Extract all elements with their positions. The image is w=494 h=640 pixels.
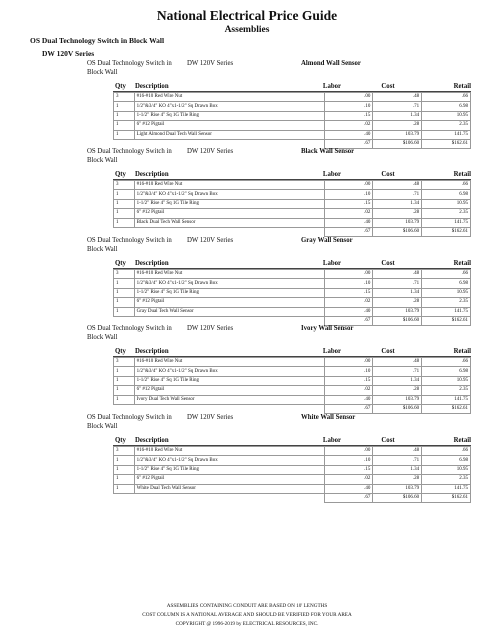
column-header-labor: Labor <box>322 83 342 90</box>
cell-retail: 10.95 <box>422 288 471 297</box>
table-row <box>114 358 471 367</box>
cell-labor: .10 <box>324 456 373 465</box>
cell-qty: 1 <box>114 130 135 139</box>
assembly-series: DW 120V Series <box>187 148 234 155</box>
cell-cost: 103.79 <box>373 484 422 493</box>
cell-retail: 6.98 <box>422 190 471 199</box>
cell-desc: Ivory Dual Tech Wall Sensor <box>134 395 324 404</box>
assembly-item: Almond Wall Sensor <box>301 60 361 67</box>
cell-retail: 10.95 <box>422 111 471 120</box>
column-header-description: Description <box>135 260 169 267</box>
assembly-block <box>87 237 471 327</box>
cell-desc: 1-1/2" Rise 4" Sq 1G Tile Ring <box>134 288 324 297</box>
total-retail: $162.61 <box>422 139 471 148</box>
assembly-series: DW 120V Series <box>187 237 234 244</box>
total-row <box>114 404 471 413</box>
cell-qty: 1 <box>114 199 135 208</box>
cell-retail: .66 <box>422 270 471 279</box>
column-header-qty: Qty <box>115 348 126 355</box>
subcategory-heading: DW 120V Series <box>42 49 95 58</box>
cell-retail: 6.98 <box>422 279 471 288</box>
cell-qty: 1 <box>114 111 135 120</box>
total-row <box>114 493 471 502</box>
cell-labor: .15 <box>324 111 373 120</box>
cell-qty: 1 <box>114 376 135 385</box>
table-row <box>114 386 471 395</box>
cell-cost: .48 <box>373 93 422 102</box>
cell-labor: .00 <box>324 270 373 279</box>
cell-desc: 6" #12 Pigtail <box>134 209 324 218</box>
cell-cost: .28 <box>373 209 422 218</box>
total-retail: $162.61 <box>422 316 471 325</box>
assembly-block <box>87 414 471 504</box>
cell-desc: 1/2"&3/4" KO 4"x1-1/2" Sq Drawn Box <box>134 279 324 288</box>
cell-cost: .71 <box>373 190 422 199</box>
total-cost: $106.60 <box>373 139 422 148</box>
table-row <box>114 270 471 279</box>
table-row <box>114 111 471 120</box>
table-row <box>114 475 471 484</box>
cell-qty: 3 <box>114 181 135 190</box>
total-cost: $106.60 <box>373 404 422 413</box>
cell-retail: 141.75 <box>422 484 471 493</box>
cell-cost: .48 <box>373 447 422 456</box>
cell-qty: 3 <box>114 358 135 367</box>
parts-table <box>113 269 471 326</box>
table-row <box>114 102 471 111</box>
cell-cost: 103.79 <box>373 130 422 139</box>
cell-labor: .10 <box>324 279 373 288</box>
column-header-cost: Cost <box>381 83 395 90</box>
cell-qty: 1 <box>114 386 135 395</box>
cell-cost: 1.34 <box>373 465 422 474</box>
assembly-block <box>87 60 471 150</box>
total-labor: .67 <box>324 227 373 236</box>
cell-labor: .40 <box>324 130 373 139</box>
cell-retail: 2.35 <box>422 298 471 307</box>
table-row <box>114 190 471 199</box>
cell-retail: 141.75 <box>422 307 471 316</box>
cell-desc: 1/2"&3/4" KO 4"x1-1/2" Sq Drawn Box <box>134 367 324 376</box>
cell-qty: 1 <box>114 218 135 227</box>
cell-desc: #16-#10 Red Wire Nut <box>134 358 324 367</box>
cell-labor: .02 <box>324 475 373 484</box>
column-header-qty: Qty <box>115 437 126 444</box>
cell-labor: .40 <box>324 218 373 227</box>
cell-retail: .66 <box>422 358 471 367</box>
cell-cost: .28 <box>373 121 422 130</box>
table-row <box>114 130 471 139</box>
blank-cell <box>114 493 135 502</box>
cell-retail: .66 <box>422 181 471 190</box>
cell-qty: 1 <box>114 475 135 484</box>
total-labor: .67 <box>324 404 373 413</box>
cell-retail: 6.98 <box>422 102 471 111</box>
table-row <box>114 199 471 208</box>
assembly-series: DW 120V Series <box>187 60 234 67</box>
cell-cost: 1.34 <box>373 376 422 385</box>
cell-desc: Light Almond Dual Tech Wall Sensor <box>134 130 324 139</box>
cell-desc: #16-#10 Red Wire Nut <box>134 181 324 190</box>
cell-qty: 3 <box>114 270 135 279</box>
cell-qty: 1 <box>114 456 135 465</box>
total-cost: $106.60 <box>373 227 422 236</box>
assembly-name: OS Dual Technology Switch in Block Wall <box>87 414 172 430</box>
total-cost: $106.60 <box>373 493 422 502</box>
cell-retail: 10.95 <box>422 376 471 385</box>
assembly-name: OS Dual Technology Switch in Block Wall <box>87 325 172 341</box>
cell-labor: .02 <box>324 209 373 218</box>
table-row <box>114 307 471 316</box>
cell-retail: 2.35 <box>422 209 471 218</box>
column-header-cost: Cost <box>381 260 395 267</box>
blank-cell <box>134 227 324 236</box>
cell-desc: #16-#10 Red Wire Nut <box>134 447 324 456</box>
table-row <box>114 456 471 465</box>
cell-desc: Gray Dual Tech Wall Sensor <box>134 307 324 316</box>
cell-labor: .02 <box>324 386 373 395</box>
cell-cost: .48 <box>373 358 422 367</box>
column-header-cost: Cost <box>381 171 395 178</box>
footer-conduit-note: ASSEMBLIES CONTAINING CONDUIT ARE BASED ON 10' LENGTHS <box>166 603 328 609</box>
table-row <box>114 298 471 307</box>
assembly-series: DW 120V Series <box>187 414 234 421</box>
column-header-retail: Retail <box>453 437 471 444</box>
total-cost: $106.60 <box>373 316 422 325</box>
parts-table <box>113 446 471 503</box>
cell-qty: 1 <box>114 102 135 111</box>
cell-desc: 1/2"&3/4" KO 4"x1-1/2" Sq Drawn Box <box>134 456 324 465</box>
table-row <box>114 465 471 474</box>
parts-table <box>113 357 471 414</box>
cell-labor: .10 <box>324 190 373 199</box>
cell-labor: .15 <box>324 288 373 297</box>
assembly-item: Black Wall Sensor <box>301 148 355 155</box>
cell-labor: .40 <box>324 307 373 316</box>
cell-labor: .10 <box>324 367 373 376</box>
total-retail: $162.61 <box>422 404 471 413</box>
cell-desc: 6" #12 Pigtail <box>134 298 324 307</box>
column-header-qty: Qty <box>115 171 126 178</box>
cell-qty: 3 <box>114 447 135 456</box>
footer-copyright: COPYRIGHT @ 1996-2019 by ELECTRICAL RESOURCES, INC. <box>175 621 319 627</box>
cell-labor: .10 <box>324 102 373 111</box>
cell-desc: #16-#10 Red Wire Nut <box>134 93 324 102</box>
column-header-retail: Retail <box>453 348 471 355</box>
cell-labor: .00 <box>324 93 373 102</box>
cell-desc: 1-1/2" Rise 4" Sq 1G Tile Ring <box>134 111 324 120</box>
assembly-name: OS Dual Technology Switch in Block Wall <box>87 237 172 253</box>
cell-qty: 1 <box>114 209 135 218</box>
cell-retail: 2.35 <box>422 386 471 395</box>
cell-desc: #16-#10 Red Wire Nut <box>134 270 324 279</box>
cell-retail: 6.98 <box>422 367 471 376</box>
assembly-item: Ivory Wall Sensor <box>301 325 354 332</box>
column-header-retail: Retail <box>453 83 471 90</box>
column-header-labor: Labor <box>322 260 342 267</box>
table-row <box>114 376 471 385</box>
assembly-block <box>87 325 471 415</box>
cell-cost: .28 <box>373 386 422 395</box>
table-row <box>114 181 471 190</box>
column-header-retail: Retail <box>453 260 471 267</box>
column-header-retail: Retail <box>453 171 471 178</box>
table-row <box>114 367 471 376</box>
total-retail: $162.61 <box>422 493 471 502</box>
total-labor: .67 <box>324 316 373 325</box>
cell-retail: 6.98 <box>422 456 471 465</box>
total-row <box>114 227 471 236</box>
cell-qty: 1 <box>114 367 135 376</box>
cell-desc: 1-1/2" Rise 4" Sq 1G Tile Ring <box>134 199 324 208</box>
blank-cell <box>114 404 135 413</box>
total-labor: .67 <box>324 139 373 148</box>
cell-qty: 1 <box>114 279 135 288</box>
cell-qty: 1 <box>114 465 135 474</box>
cell-qty: 1 <box>114 484 135 493</box>
cell-desc: 1-1/2" Rise 4" Sq 1G Tile Ring <box>134 376 324 385</box>
cell-labor: .15 <box>324 376 373 385</box>
column-header-description: Description <box>135 437 169 444</box>
table-row <box>114 93 471 102</box>
cell-labor: .40 <box>324 395 373 404</box>
cell-cost: 103.79 <box>373 218 422 227</box>
cell-desc: 1/2"&3/4" KO 4"x1-1/2" Sq Drawn Box <box>134 190 324 199</box>
table-row <box>114 209 471 218</box>
cell-labor: .00 <box>324 181 373 190</box>
column-header-description: Description <box>135 83 169 90</box>
cell-desc: 6" #12 Pigtail <box>134 121 324 130</box>
page-subtitle: Assemblies <box>224 25 270 35</box>
cell-cost: 1.34 <box>373 199 422 208</box>
cell-cost: .71 <box>373 367 422 376</box>
cell-labor: .02 <box>324 121 373 130</box>
cell-cost: .28 <box>373 298 422 307</box>
cell-retail: 141.75 <box>422 218 471 227</box>
cell-cost: 103.79 <box>373 395 422 404</box>
column-header-labor: Labor <box>322 348 342 355</box>
table-row <box>114 218 471 227</box>
column-header-qty: Qty <box>115 83 126 90</box>
footer-cost-note: COST COLUMN IS A NATIONAL AVERAGE AND SHOULD BE VERIFIED FOR YOUR AREA <box>142 612 352 618</box>
column-header-cost: Cost <box>381 437 395 444</box>
cell-retail: 10.95 <box>422 465 471 474</box>
assembly-name: OS Dual Technology Switch in Block Wall <box>87 60 172 76</box>
cell-qty: 1 <box>114 298 135 307</box>
cell-retail: 10.95 <box>422 199 471 208</box>
cell-desc: 1/2"&3/4" KO 4"x1-1/2" Sq Drawn Box <box>134 102 324 111</box>
column-header-description: Description <box>135 348 169 355</box>
cell-labor: .15 <box>324 465 373 474</box>
cell-qty: 1 <box>114 288 135 297</box>
cell-desc: White Dual Tech Wall Sensor <box>134 484 324 493</box>
cell-cost: .48 <box>373 181 422 190</box>
table-row <box>114 279 471 288</box>
page-title: National Electrical Price Guide <box>156 8 338 23</box>
blank-cell <box>134 493 324 502</box>
column-header-qty: Qty <box>115 260 126 267</box>
cell-retail: 2.35 <box>422 475 471 484</box>
cell-retail: 141.75 <box>422 395 471 404</box>
cell-labor: .00 <box>324 358 373 367</box>
parts-table <box>113 92 471 149</box>
cell-retail: .66 <box>422 447 471 456</box>
cell-desc: 6" #12 Pigtail <box>134 386 324 395</box>
table-row <box>114 484 471 493</box>
table-row <box>114 288 471 297</box>
column-header-cost: Cost <box>381 348 395 355</box>
table-row <box>114 447 471 456</box>
cell-desc: 6" #12 Pigtail <box>134 475 324 484</box>
cell-desc: 1-1/2" Rise 4" Sq 1G Tile Ring <box>134 465 324 474</box>
assembly-block <box>87 148 471 238</box>
cell-qty: 1 <box>114 307 135 316</box>
table-row <box>114 395 471 404</box>
assembly-item: Gray Wall Sensor <box>301 237 353 244</box>
cell-retail: .66 <box>422 93 471 102</box>
cell-cost: .28 <box>373 475 422 484</box>
cell-labor: .02 <box>324 298 373 307</box>
cell-qty: 3 <box>114 93 135 102</box>
cell-labor: .00 <box>324 447 373 456</box>
cell-cost: 103.79 <box>373 307 422 316</box>
cell-labor: .15 <box>324 199 373 208</box>
column-header-labor: Labor <box>322 437 342 444</box>
blank-cell <box>134 404 324 413</box>
table-row <box>114 121 471 130</box>
cell-cost: .71 <box>373 102 422 111</box>
column-header-description: Description <box>135 171 169 178</box>
cell-retail: 2.35 <box>422 121 471 130</box>
assembly-name: OS Dual Technology Switch in Block Wall <box>87 148 172 164</box>
cell-qty: 1 <box>114 190 135 199</box>
cell-cost: 1.34 <box>373 111 422 120</box>
blank-cell <box>114 227 135 236</box>
parts-table <box>113 180 471 237</box>
column-header-labor: Labor <box>322 171 342 178</box>
cell-cost: .71 <box>373 279 422 288</box>
total-labor: .67 <box>324 493 373 502</box>
cell-retail: 141.75 <box>422 130 471 139</box>
assembly-item: White Wall Sensor <box>301 414 356 421</box>
total-retail: $162.61 <box>422 227 471 236</box>
cell-cost: .48 <box>373 270 422 279</box>
cell-qty: 1 <box>114 121 135 130</box>
cell-desc: Black Dual Tech Wall Sensor <box>134 218 324 227</box>
cell-cost: 1.34 <box>373 288 422 297</box>
cell-labor: .40 <box>324 484 373 493</box>
category-heading: OS Dual Technology Switch in Block Wall <box>30 36 165 45</box>
assembly-series: DW 120V Series <box>187 325 234 332</box>
cell-qty: 1 <box>114 395 135 404</box>
cell-cost: .71 <box>373 456 422 465</box>
